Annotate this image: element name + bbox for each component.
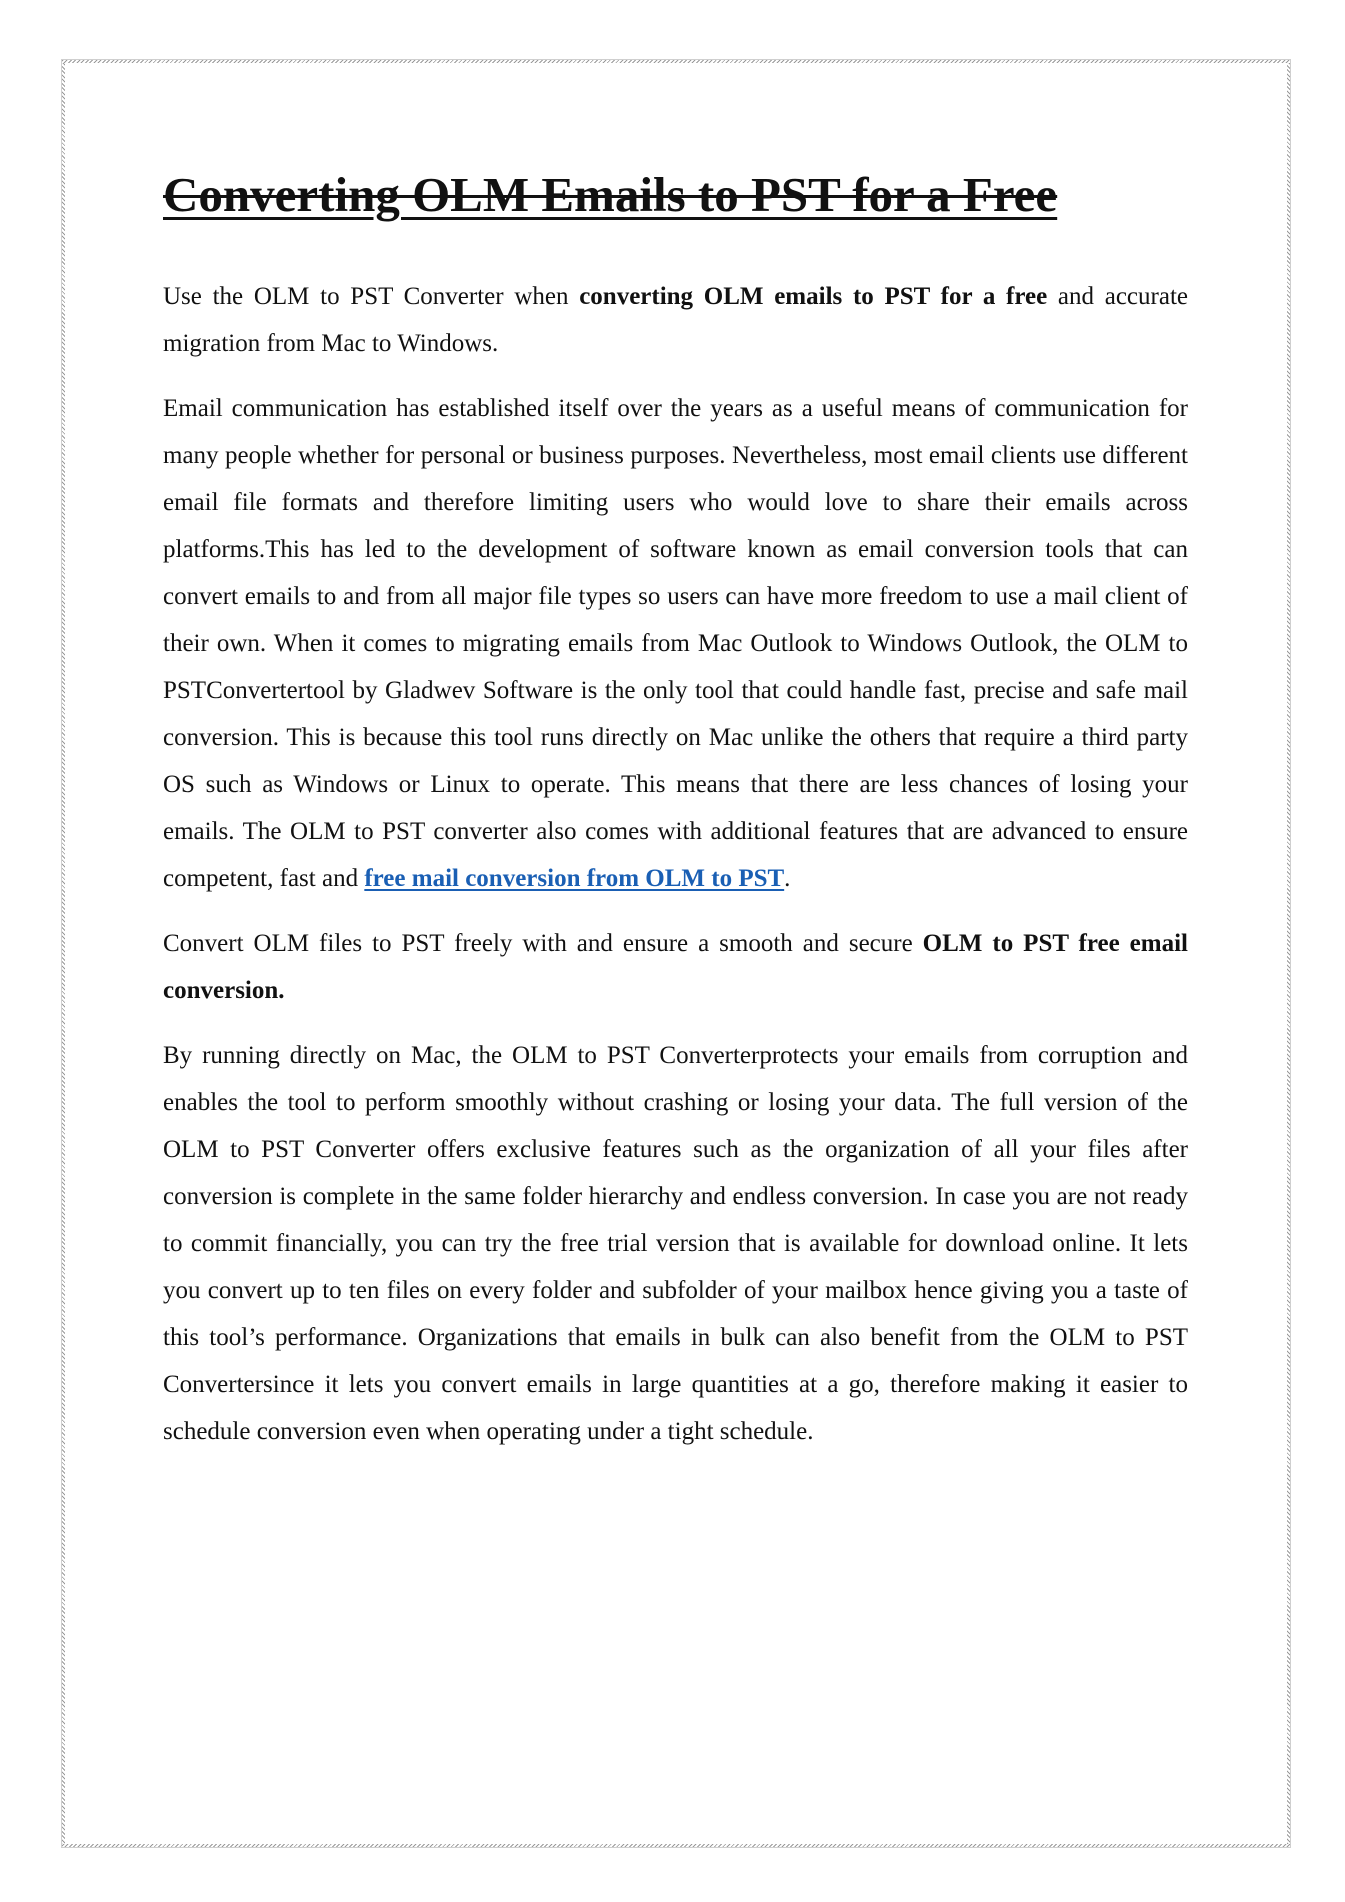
intro-text-end: and accurate migration from Mac to Windows. xyxy=(163,283,1188,357)
body-paragraph-convert xyxy=(163,920,1188,1014)
body-paragraph-running-on-mac xyxy=(163,1032,1188,1455)
intro-bold-text: converting OLM emails to PST for a free xyxy=(579,283,1048,310)
body-paragraph-email-communication xyxy=(163,385,1188,902)
free-mail-conversion-link[interactable]: free mail conversion from OLM to PST xyxy=(364,865,785,892)
paragraph-text: By running directly on Mac, the OLM to PST Converterprotects your emails from corruption and enables the tool to perform smoothly without crashing or losing your data. The full version of the OLM to PST Converter offers exclusive features such as the organization of all your files after conversion is complete in the same folder hierarchy and endless conversion. In case you are not ready to commit financially, you can try the free trial version that is available for download online. It lets you convert up to ten files on every folder and subfolder of your mailbox hence giving you a taste of this tool’s performance. Organizations that emails in bulk can also benefit from the OLM to PST Convertersince it lets you convert emails in large quantities at a go, therefore making it easier to schedule conversion even when operating under a tight schedule. xyxy=(163,1042,1188,1445)
paragraph-text-end: . xyxy=(784,865,791,892)
document-title: Converting OLM Emails to PST for a Free xyxy=(163,167,1058,222)
intro-text: Use the OLM to PST Converter when xyxy=(163,283,580,310)
paragraph-text: Email communication has established itself over the years as a useful means of communication for many people whether for personal or business purposes. Nevertheless, most email clients use different email file formats and therefore limiting users who would love to share their emails across platforms.This has led to the development of software known as email conversion tools that can convert emails to and from all major file types so users can have more freedom to use a mail client of their own. When it comes to migrating emails from Mac Outlook to Windows Outlook, the OLM to PSTConvertertool by Gladwev Software is the only tool that could handle fast, precise and safe mail conversion. This is because this tool runs directly on Mac unlike the others that require a third party OS such as Windows or Linux to operate. This means that there are less chances of losing your emails. The OLM to PST converter also comes with additional features that are advanced to ensure competent, fast and xyxy=(163,395,1188,892)
paragraph-text: Convert OLM files to PST freely with and ensure a smooth and secure xyxy=(163,930,923,957)
convert-bold-text: OLM to PST free email conversion. xyxy=(163,930,1188,1004)
intro-paragraph xyxy=(163,273,1188,367)
document-body xyxy=(163,165,1188,1473)
